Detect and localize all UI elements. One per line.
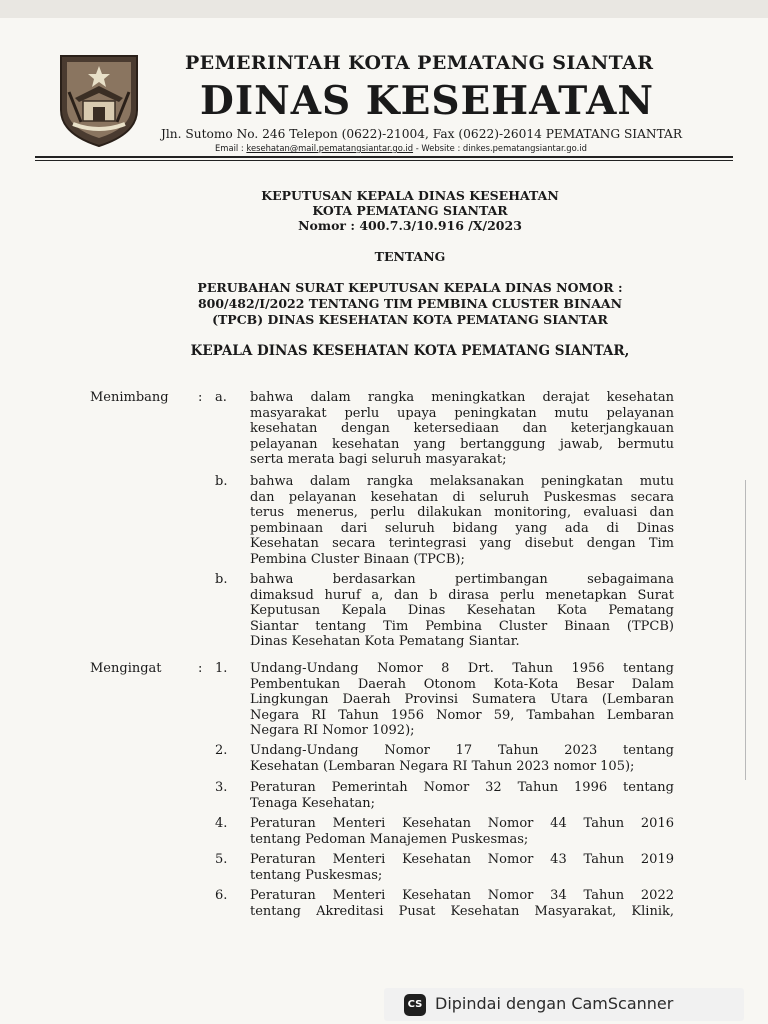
email-link[interactable]: kesehatan@mail.pematangsiantar.go.id — [246, 143, 414, 153]
text-line: pelayanan kesehatan yang bertanggung jawab, bermutu — [250, 436, 674, 452]
mengingat-item-4 — [250, 816, 674, 847]
camscanner-icon: CS — [404, 994, 426, 1016]
letterhead-address: Jln. Sutomo No. 246 Telepon (0622)-21004, Fax (0622)-26014 PEMATANG SIANTAR — [161, 127, 683, 141]
text-line: pembinaan dari seluruh bidang yang ada di Dinas — [250, 520, 674, 536]
mengingat-item-3 — [250, 780, 674, 811]
letterhead-rule-thin — [35, 160, 733, 161]
text-line: Peraturan Menteri Kesehatan Nomor 44 Tahun 2016 — [250, 816, 674, 831]
text-line: tentang Pedoman Manajemen Puskesmas; — [250, 831, 529, 847]
menimbang-colon: : — [198, 390, 203, 405]
text-line: Undang-Undang Nomor 8 Drt. Tahun 1956 tentang — [250, 661, 674, 676]
text-line: Kesehatan (Lembaran Negara RI Tahun 2023 nomor 105); — [250, 758, 635, 774]
text-line: tentang Akreditasi Pusat Kesehatan Masyarakat, Klinik, — [250, 903, 674, 919]
menimbang-marker-c: b. — [215, 572, 228, 587]
letterhead-agency: DINAS KESEHATAN — [200, 78, 654, 124]
mengingat-item-5 — [250, 852, 674, 883]
mengingat-marker-2: 2. — [215, 743, 228, 758]
mengingat-item-1 — [250, 661, 674, 739]
mengingat-marker-3: 3. — [215, 780, 228, 795]
text-line: Peraturan Pemerintah Nomor 32 Tahun 1996 tentang — [250, 780, 674, 795]
text-line: Keputusan Kepala Dinas Kesehatan Kota Pematang — [250, 603, 674, 619]
mengingat-item-2 — [250, 743, 674, 774]
text-line: Pembentukan Daerah Otonom Kota-Kota Besar Dalam — [250, 676, 674, 692]
text-line: kesehatan dengan ketersediaan dan keterjangkauan — [250, 421, 674, 437]
city-emblem-logo — [53, 52, 145, 148]
text-line: bahwa dalam rangka meningkatkan derajat kesehatan — [250, 390, 674, 405]
text-line: tentang Puskesmas; — [250, 867, 383, 883]
text-line: Siantar tentang Tim Pembina Cluster Binaan (TPCB) — [250, 618, 674, 634]
scan-edge-line — [745, 480, 746, 780]
text-line: terus menerus, perlu dilakukan monitoring, evaluasi dan — [250, 505, 674, 521]
text-line: dimaksud huruf a, dan b dirasa perlu menetapkan Surat — [250, 587, 674, 603]
letterhead-contact — [215, 143, 665, 153]
text-line: bahwa berdasarkan pertimbangan sebagaimana — [250, 572, 674, 587]
letterhead-government: PEMERINTAH KOTA PEMATANG SIANTAR — [185, 52, 654, 74]
text-line: serta merata bagi seluruh masyarakat; — [250, 452, 507, 468]
menimbang-item-c — [250, 572, 674, 650]
camscanner-watermark — [384, 988, 744, 1021]
text-line: bahwa dalam rangka melaksanakan peningkatan mutu — [250, 474, 674, 489]
mengingat-colon: : — [198, 661, 203, 676]
mengingat-item-6 — [250, 888, 674, 919]
menimbang-marker-a: a. — [215, 390, 227, 405]
camscanner-text: Dipindai dengan CamScanner — [435, 994, 674, 1013]
text-line: Pembina Cluster Binaan (TPCB); — [250, 551, 465, 567]
menimbang-marker-b: b. — [215, 474, 228, 489]
decree-subject-1: PERUBAHAN SURAT KEPUTUSAN KEPALA DINAS NOMOR : — [197, 280, 623, 295]
menimbang-item-b — [250, 474, 674, 568]
decree-number: Nomor : 400.7.3/10.916 /X/2023 — [298, 218, 522, 233]
decree-issuer: KEPALA DINAS KESEHATAN KOTA PEMATANG SIANTAR, — [190, 343, 630, 359]
text-line: Peraturan Menteri Kesehatan Nomor 34 Tahun 2022 — [250, 888, 674, 903]
letterhead-rule-thick — [35, 156, 733, 158]
text-line: Undang-Undang Nomor 17 Tahun 2023 tentang — [250, 743, 674, 758]
text-line: dan pelayanan kesehatan di seluruh Puskesmas secara — [250, 489, 674, 505]
mengingat-label: Mengingat — [90, 661, 162, 676]
menimbang-item-a — [250, 390, 674, 468]
text-line: Peraturan Menteri Kesehatan Nomor 43 Tahun 2019 — [250, 852, 674, 867]
mengingat-marker-4: 4. — [215, 816, 228, 831]
decree-subject-3: (TPCB) DINAS KESEHATAN KOTA PEMATANG SIANTAR — [212, 312, 608, 327]
decree-title-2: KOTA PEMATANG SIANTAR — [312, 203, 508, 218]
menimbang-label: Menimbang — [90, 390, 169, 405]
text-line: Negara RI Nomor 1092); — [250, 723, 415, 739]
text-line: masyarakat perlu upaya peningkatan mutu pelayanan — [250, 405, 674, 421]
mengingat-marker-1: 1. — [215, 661, 228, 676]
decree-subject-2: 800/482/I/2022 TENTANG TIM PEMBINA CLUSTER BINAAN — [197, 296, 623, 311]
text-line: Negara RI Tahun 1956 Nomor 59, Tambahan Lembaran — [250, 707, 674, 723]
mengingat-marker-5: 5. — [215, 852, 228, 867]
text-line: Lingkungan Daerah Provinsi Sumatera Utara (Lembaran — [250, 692, 674, 708]
decree-title-1: KEPUTUSAN KEPALA DINAS KESEHATAN — [261, 188, 559, 203]
text-line: Kesehatan secara terintegrasi yang disebut dengan Tim — [250, 536, 674, 552]
website-text: Website : dinkes.pematangsiantar.go.id — [421, 143, 587, 153]
mengingat-marker-6: 6. — [215, 888, 228, 903]
text-line: Tenaga Kesehatan; — [250, 795, 375, 811]
text-line: Dinas Kesehatan Kota Pematang Siantar. — [250, 634, 520, 650]
contact-separator: - — [413, 143, 422, 153]
decree-about: TENTANG — [374, 249, 446, 264]
email-label: Email : — [215, 143, 247, 153]
